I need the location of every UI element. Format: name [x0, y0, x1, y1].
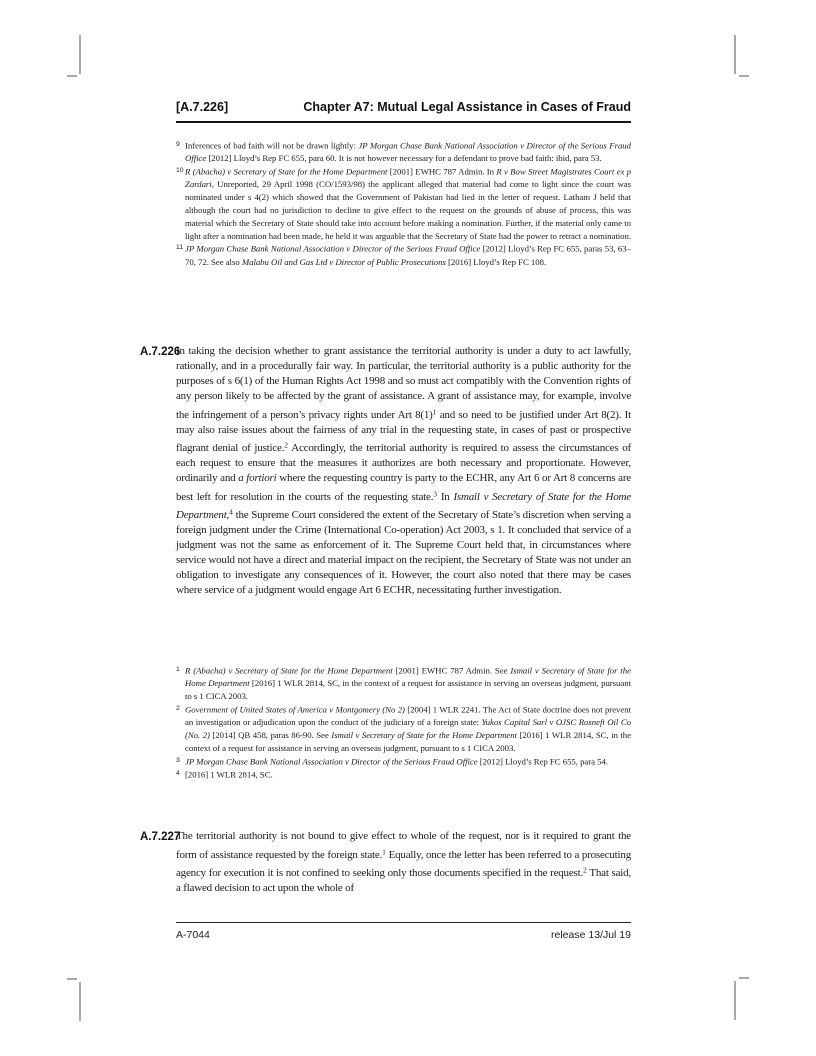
- footer-rule: [176, 922, 631, 923]
- text-run: [2016] Lloyd’s Rep FC 108.: [445, 256, 547, 267]
- footer-release-info: release 13/Jul 19: [551, 929, 631, 941]
- text-run: [2012] Lloyd’s Rep FC 655, para 60. It is not however necessary for a defendant to prove bad faith: ibid, para 53.: [206, 153, 602, 164]
- footnote-number: 2: [176, 704, 180, 712]
- text-run: Inferences of bad faith will not be drawn lightly:: [185, 140, 359, 151]
- footnote-number: 11: [176, 244, 183, 252]
- crop-mark-top-right-vertical: [734, 35, 736, 74]
- paragraph-text: [176, 830, 631, 894]
- footnote-item: [176, 703, 631, 755]
- footnote-reference: 2: [284, 440, 289, 450]
- footnote-text: [185, 666, 631, 702]
- italic-text-run: JP Morgan Chase Bank National Association v Director of the Serious Fraud Office: [185, 243, 481, 254]
- text-run: That said, a flawed decision to act upon the whole of: [176, 867, 631, 894]
- footnote-item: [176, 165, 631, 242]
- text-run: [2016] 1 WLR 2814, SC, in the context of a request for assistance in serving an overseas judgment, pursuant to s 1 CICA 2003.: [185, 678, 631, 702]
- text-run: [2001] EWHC 787 Admin. In: [387, 166, 497, 177]
- crop-mark-top-right-horizontal: [739, 75, 749, 77]
- footnote-number: 9: [176, 141, 180, 148]
- paragraph-a7226: [140, 344, 631, 598]
- text-run: In: [437, 490, 454, 503]
- italic-text-run: Ismail v Secretary of State for the Home Department: [176, 490, 631, 521]
- footnote-number: 10: [176, 167, 184, 175]
- text-run: Accordingly, the territorial authority is required to assess the circumstances of each request to ensure that the measures it authorizes are both necessary and proportionate. However, ordinarily and: [176, 442, 631, 484]
- crop-mark-top-left-horizontal: [67, 75, 77, 77]
- text-run: and so need to be justified under Art 8(2). It may also raise issues about the fairness of any trial in the requesting state, in cases of past or prospective flagrant denial of justice.: [176, 408, 631, 454]
- italic-text-run: Malabu Oil and Gas Ltd v Director of Public Prosecutions: [241, 256, 446, 267]
- text-run: , Unreported, 29 April 1998 (CO/1593/98) the applicant alleged that material had come to light since the court was nominated under s 4(2) which showed that the Government of Pakistan had lied in the letter of request. Latham J held that although the court had no jurisdiction to decline to give effect to the request on the grounds of abuse of process, this was material which the Secretary of State should take into account before making a nomination. Further, if the material only came to light after a nomination had been made, he held it was arguable that the Secretary of State had the power to retract a nomination.: [185, 179, 631, 241]
- footnote-text: [185, 769, 273, 779]
- text-run: [2004] 1 WLR 2241. The Act of State doctrine does not prevent an investigation or adjudication upon the conduct of the judiciary of a foreign state:: [185, 704, 631, 728]
- paragraph-a7227: [140, 829, 631, 896]
- italic-text-run: Ismail v Secretary of State for the Home Department: [331, 729, 517, 740]
- footnote-item: [176, 139, 631, 165]
- footnote-reference: 1: [382, 847, 386, 856]
- text-run: In taking the decision whether to grant assistance the territorial authority is under a duty to act lawfully, rationally, and in a procedurally fair way. In particular, the territorial authority is a public authority for the purposes of s 6(1) of the Human Rights Act 1998 and so must act compatibly with the Convention rights of any person likely to be affected by the grant of assistance. A grant of assistance may, for example, involve the infringement of a person’s privacy rights under Art 8(1): [176, 345, 631, 421]
- italic-text-run: a fortiori: [238, 472, 277, 484]
- footnote-text: [185, 704, 631, 752]
- crop-mark-top-left-vertical: [79, 35, 81, 74]
- italic-text-run: Yukos Capital Sarl v OJSC Rosneft Oil Co (No. 2): [185, 717, 631, 740]
- text-run: where the requesting country is party to the ECHR, any Art 6 or Art 8 concerns are best left for resolution in the courts of the requesting state.: [176, 472, 631, 503]
- italic-text-run: JP Morgan Chase Bank National Association v Director of the Serious Fraud Office: [185, 140, 632, 164]
- crop-mark-bottom-right-horizontal: [739, 977, 749, 979]
- italic-text-run: Ismail v Secretary of State for the Home Department: [185, 665, 632, 689]
- italic-text-run: R (Abacha) v Secretary of State for the Home Department: [185, 665, 393, 676]
- italic-text-run: JP Morgan Chase Bank National Association v Director of the Serious Fraud Office: [185, 756, 478, 767]
- header-chapter-title: Chapter A7: Mutual Legal Assistance in Cases of Fraud: [303, 100, 631, 114]
- footnote-text: [185, 244, 631, 267]
- footnote-number: 3: [176, 756, 180, 764]
- text-run: The territorial authority is not bound to give effect to whole of the request, nor is it required to grant the form of assistance requested by the foreign state.: [176, 830, 631, 861]
- italic-text-run: R v Bow Street Magistrates Court ex p Zardari: [185, 166, 631, 190]
- italic-text-run: R (Abacha) v Secretary of State for the Home Department: [185, 166, 388, 177]
- text-run: ,: [226, 509, 230, 521]
- text-run: [2016] 1 WLR 2814, SC.: [185, 769, 273, 780]
- crop-mark-bottom-right-vertical: [734, 981, 736, 1020]
- footnote-text: [185, 167, 631, 241]
- italic-text-run: Government of United States of America v Montgomery (No 2): [185, 704, 405, 715]
- footnote-number: 1: [176, 666, 180, 673]
- text-run: [2001] EWHC 787 Admin. See: [392, 665, 511, 676]
- footer-page-number: A-7044: [176, 929, 210, 941]
- footnote-item: [176, 768, 631, 781]
- paragraph-footnotes: [176, 664, 631, 781]
- text-run: [2016] 1 WLR 2814, SC, in the context of a request for assistance in serving an overseas judgment, pursuant to s 1 CICA 2003.: [185, 729, 631, 753]
- paragraph-text: [176, 345, 631, 596]
- footnote-reference: 1: [432, 407, 437, 416]
- text-run: [2012] Lloyd’s Rep FC 655, para 54.: [477, 756, 609, 767]
- paragraph-label: A.7.226: [140, 346, 181, 358]
- text-run: the Supreme Court considered the extent of the Secretary of State’s discretion when serving a foreign judgment under the Crime (International Co-operation) Act 2003, s 1. It concluded that service of a judgment was not the same as enforcement of it. The Supreme Court held that, in circumstances where service would not have a direct and material impact on the recipient, the Secretary of State was not under an obligation to investigate any consequences of it. However, the court also noted that there may be cases where service of a judgment would engage Art 6 ECHR, necessitating further investigation.: [176, 509, 631, 596]
- footnote-reference: 3: [433, 489, 437, 498]
- header-rule: [176, 121, 631, 123]
- footnote-item: [176, 242, 631, 268]
- crop-mark-bottom-left-horizontal: [67, 978, 77, 980]
- running-header: [176, 100, 631, 114]
- text-run: [2012] Lloyd’s Rep FC 655, paras 53, 63–70, 72. See also: [185, 243, 631, 267]
- footnote-text: [185, 141, 631, 164]
- text-run: [2014] QB 458, paras 86-90. See: [209, 729, 332, 740]
- text-run: Equally, once the letter has been referred to a prosecuting agency for execution it is not confined to seeking only those documents specified in the request.: [176, 848, 631, 879]
- crop-mark-bottom-left-vertical: [79, 982, 81, 1021]
- footnote-reference: 2: [583, 865, 587, 875]
- paragraph-label: A.7.227: [140, 831, 181, 843]
- footnote-item: [176, 664, 631, 703]
- top-footnotes: [176, 139, 631, 268]
- header-section-ref: [A.7.226]: [176, 100, 229, 114]
- footnote-text: [185, 756, 608, 766]
- footnote-reference: 4: [229, 507, 233, 517]
- running-footer: [176, 929, 631, 941]
- footnote-item: [176, 755, 631, 768]
- footnote-number: 4: [176, 769, 180, 777]
